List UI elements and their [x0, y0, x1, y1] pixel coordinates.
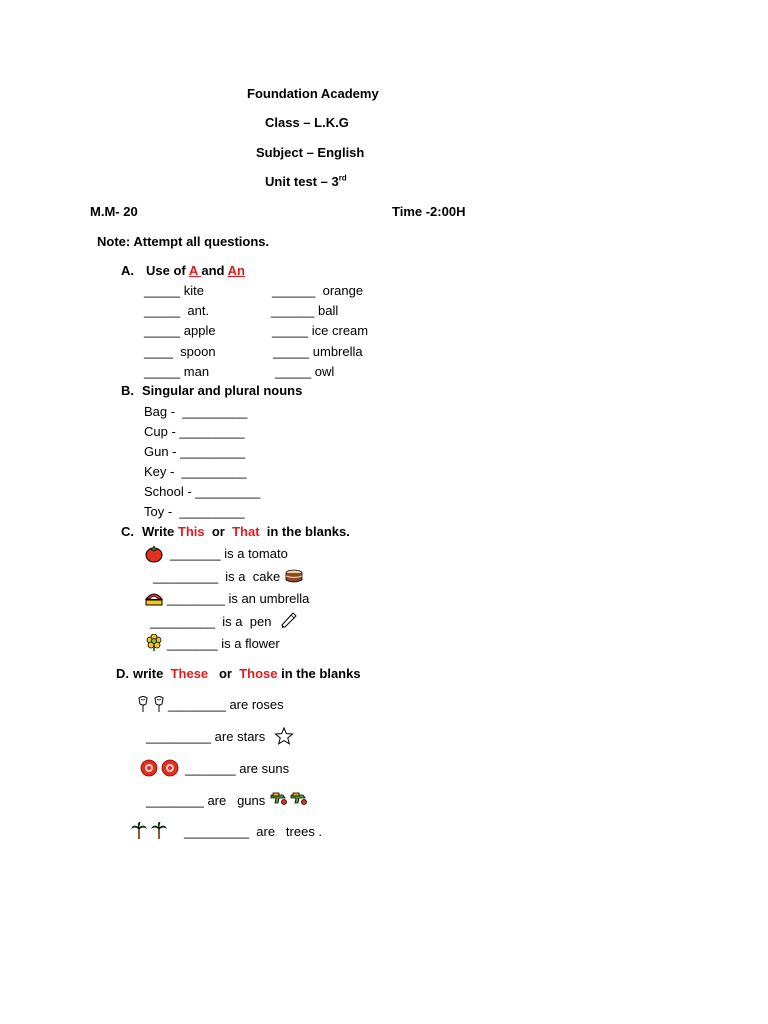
roses-icon — [136, 695, 168, 713]
word-those: Those — [239, 666, 278, 681]
word-these: These — [170, 666, 209, 681]
suns-icon — [139, 759, 181, 777]
list-item: _________ is a cake — [153, 569, 281, 584]
unit-test-superscript: rd — [338, 173, 347, 183]
flower-icon — [144, 634, 164, 652]
list-item: ______ orange — [272, 283, 364, 298]
list-item: _________ are trees . — [184, 824, 323, 839]
list-item: _____ man — [144, 364, 210, 379]
note: Note: Attempt all questions. — [97, 234, 270, 249]
section-c-title-suffix: in the blanks. — [259, 524, 350, 539]
max-marks: M.M- 20 — [90, 204, 138, 219]
unit-test-text: Unit test – 3 — [265, 174, 339, 189]
list-item: _____ owl — [275, 364, 335, 379]
section-a-joiner: and — [201, 263, 228, 278]
section-d-heading — [116, 666, 361, 682]
section-c-joiner: or — [204, 524, 233, 539]
list-item: Bag - _________ — [144, 404, 248, 419]
word-a: A — [188, 263, 202, 278]
pen-icon — [279, 611, 299, 629]
list-item: Cup - _________ — [144, 424, 245, 439]
list-item: _______ is a flower — [167, 636, 280, 651]
word-that: That — [232, 524, 260, 539]
section-d-joiner: or — [208, 666, 240, 681]
list-item: Toy - _________ — [144, 504, 245, 519]
list-item: ______ ball — [271, 303, 339, 318]
section-d-title-prefix: write — [133, 666, 171, 681]
list-item: _________ is a pen — [150, 614, 272, 629]
list-item: ________ are roses — [168, 697, 284, 712]
school-name: Foundation Academy — [247, 86, 379, 101]
time-label: Time -2:00H — [392, 204, 466, 219]
umbrella-icon — [144, 589, 164, 607]
list-item: _____ umbrella — [273, 344, 363, 359]
list-item: ____ spoon — [144, 344, 216, 359]
list-item: _____ kite — [144, 283, 204, 298]
guns-icon — [269, 790, 309, 808]
section-b-heading — [121, 383, 302, 399]
list-item: _____ ice cream — [272, 323, 369, 338]
list-item: _____ apple — [144, 323, 216, 338]
section-a-marker: A. — [121, 263, 134, 278]
section-c-marker: C. — [121, 524, 134, 539]
list-item: ________ are guns — [146, 793, 266, 808]
list-item: _______ are suns — [185, 761, 290, 776]
subject-label: Subject – English — [256, 145, 365, 160]
section-a-title-prefix: Use of — [146, 263, 189, 278]
list-item: _______ is a tomato — [170, 546, 288, 561]
list-item: _________ are stars — [146, 729, 266, 744]
section-c-title-prefix: Write — [142, 524, 178, 539]
section-b-marker: B. — [121, 383, 134, 398]
cake-icon — [284, 567, 304, 585]
class-label: Class – L.K.G — [265, 115, 349, 130]
tomato-icon — [144, 545, 164, 563]
list-item: ________ is an umbrella — [167, 591, 310, 606]
section-c-heading — [121, 524, 350, 540]
word-this: This — [177, 524, 205, 539]
section-a-heading — [121, 263, 245, 279]
star-icon — [274, 727, 294, 745]
trees-icon — [131, 822, 169, 840]
list-item: Gun - _________ — [144, 444, 246, 459]
section-b-title: Singular and plural nouns — [142, 383, 303, 398]
word-an: An — [227, 263, 245, 278]
list-item: School - _________ — [144, 484, 261, 499]
section-d-title-suffix: in the blanks — [277, 666, 361, 681]
list-item: _____ ant. — [144, 303, 210, 318]
section-d-marker: D. — [116, 666, 129, 681]
unit-test-label — [265, 174, 347, 190]
list-item: Key - _________ — [144, 464, 247, 479]
